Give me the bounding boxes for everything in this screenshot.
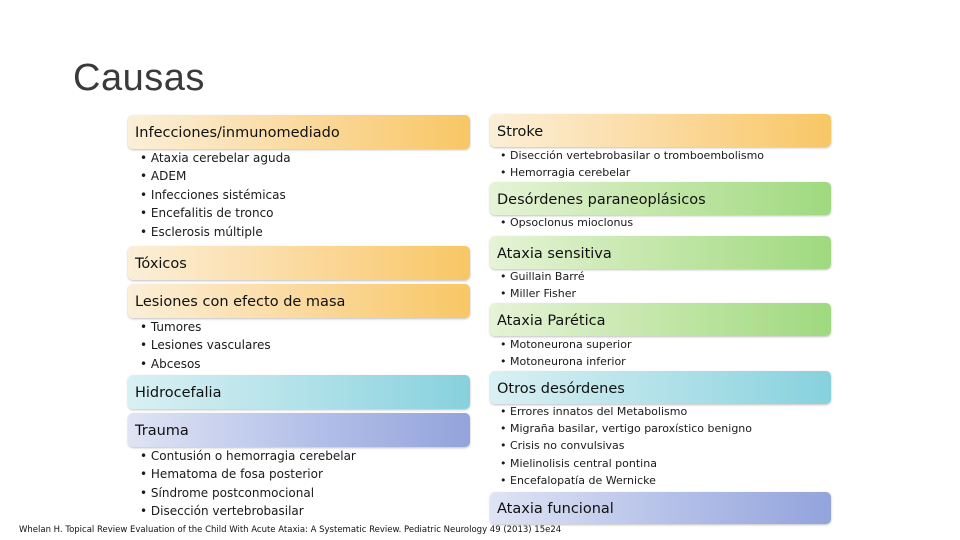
- category-infecciones: [128, 115, 470, 149]
- category-paraneoplasicos: [490, 182, 831, 215]
- category-toxicos-label: Tóxicos: [135, 256, 187, 272]
- list-item: • Contusión o hemorragia cerebelar: [140, 447, 356, 465]
- list-infecciones: [140, 149, 291, 241]
- category-trauma-label: Trauma: [135, 423, 189, 439]
- list-item: • Hemorragia cerebelar: [500, 164, 764, 181]
- list-sensitiva: [500, 268, 585, 302]
- category-funcional: [490, 492, 831, 524]
- list-item: • Esclerosis múltiple: [140, 223, 291, 241]
- category-lesiones: [128, 284, 470, 318]
- list-item: • Crisis no convulsivas: [500, 437, 752, 454]
- category-infecciones-label: Infecciones/inmunomediado: [135, 125, 340, 141]
- list-item: • Motoneurona superior: [500, 336, 631, 353]
- list-otros: [500, 403, 752, 489]
- list-item: • ADEM: [140, 167, 291, 185]
- list-paretica: [500, 336, 631, 370]
- list-item: • Lesiones vasculares: [140, 336, 271, 354]
- list-item: • Encefalopatía de Wernicke: [500, 472, 752, 489]
- list-item: • Migraña basilar, vertigo paroxístico benigno: [500, 420, 752, 437]
- list-item: • Opsoclonus mioclonus: [500, 214, 633, 231]
- list-trauma: [140, 447, 356, 521]
- category-stroke-label: Stroke: [497, 123, 544, 140]
- list-paraneoplasicos: [500, 214, 633, 231]
- category-paretica: [490, 303, 831, 336]
- category-paretica-label: Ataxia Parética: [497, 312, 606, 329]
- citation: Whelan H. Topical Review Evaluation of the Child With Acute Ataxia: A Systematic Review. Pediatric Neurology 49 (2013) 15e24: [19, 525, 562, 535]
- list-item: • Mielinolisis central pontina: [500, 455, 752, 472]
- list-item: • Tumores: [140, 318, 271, 336]
- category-toxicos: [128, 246, 470, 280]
- category-stroke: [490, 114, 831, 147]
- category-otros: [490, 371, 831, 404]
- list-item: • Motoneurona inferior: [500, 353, 631, 370]
- list-lesiones: [140, 318, 271, 373]
- category-sensitiva-label: Ataxia sensitiva: [497, 245, 612, 262]
- category-lesiones-label: Lesiones con efecto de masa: [135, 294, 346, 310]
- category-otros-label: Otros desórdenes: [497, 380, 625, 397]
- list-item: • Síndrome postconmocional: [140, 484, 356, 502]
- list-item: • Infecciones sistémicas: [140, 186, 291, 204]
- list-item: • Disección vertebrobasilar: [140, 502, 356, 520]
- list-item: • Encefalitis de tronco: [140, 204, 291, 222]
- category-hidrocefalia-label: Hidrocefalia: [135, 385, 222, 401]
- category-sensitiva: [490, 236, 831, 269]
- slide-title: Causas: [73, 57, 205, 99]
- category-paraneoplasicos-label: Desórdenes paraneoplásicos: [497, 191, 706, 208]
- list-item: • Miller Fisher: [500, 285, 585, 302]
- list-stroke: [500, 147, 764, 181]
- list-item: • Disección vertebrobasilar o tromboembolismo: [500, 147, 764, 164]
- list-item: • Hematoma de fosa posterior: [140, 465, 356, 483]
- category-trauma: [128, 413, 470, 447]
- category-hidrocefalia: [128, 375, 470, 409]
- list-item: • Guillain Barré: [500, 268, 585, 285]
- category-funcional-label: Ataxia funcional: [497, 501, 614, 517]
- list-item: • Errores innatos del Metabolismo: [500, 403, 752, 420]
- list-item: • Abcesos: [140, 355, 271, 373]
- list-item: • Ataxia cerebelar aguda: [140, 149, 291, 167]
